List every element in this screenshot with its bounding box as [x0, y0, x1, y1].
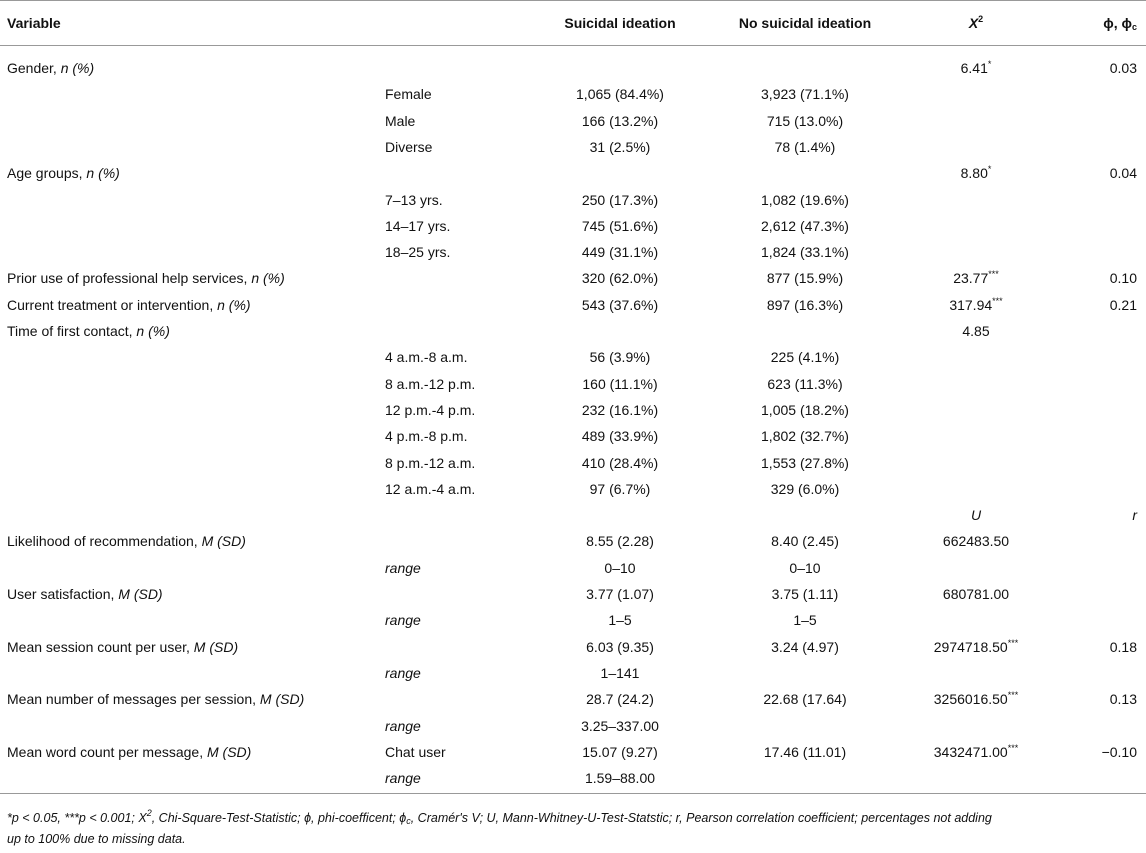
table-row	[0, 397, 1146, 423]
effect-size-cell: 0.13	[1109, 691, 1137, 708]
no-suicidal-ideation-cell: 1,005 (18.2%)	[761, 401, 849, 418]
table-row	[0, 528, 1146, 554]
effect-size-cell	[1060, 371, 1144, 397]
suicidal-ideation-cell: 3.77 (1.07)	[586, 586, 654, 602]
test-statistic-cell	[906, 108, 1046, 134]
test-statistic-cell	[906, 134, 1046, 160]
header-row	[0, 10, 1146, 36]
no-suicidal-ideation-cell	[705, 765, 905, 791]
test-statistic-cell	[906, 239, 1046, 265]
no-suicidal-ideation-cell: 0–10	[789, 559, 821, 576]
effect-size-cell	[1060, 213, 1144, 239]
header-effect-size: ϕ, $\phi_c$	[1103, 15, 1137, 32]
table-row	[0, 213, 1146, 239]
effect-size-cell	[1060, 108, 1144, 134]
table-row	[0, 344, 1146, 370]
test-statistic-cell	[906, 660, 1046, 686]
test-statistic-cell	[906, 371, 1046, 397]
table-row	[0, 607, 1146, 633]
suicidal-ideation-cell: 543 (37.6%)	[581, 296, 659, 313]
variable-cell: Age groups, n (%)	[7, 165, 120, 182]
suicidal-ideation-cell: 15.07 (9.27)	[582, 743, 658, 760]
suicidal-ideation-cell: 489 (33.9%)	[581, 428, 659, 445]
effect-size-cell	[1060, 344, 1144, 370]
test-statistic-cell	[906, 607, 1046, 633]
subgroup-cell: 7–13 yrs.	[385, 191, 443, 208]
effect-size-cell: r	[1132, 507, 1137, 524]
table-row	[0, 371, 1146, 397]
subgroup-cell: Male	[385, 112, 416, 129]
test-statistic-cell	[906, 213, 1046, 239]
test-statistic-cell: 4.85	[962, 323, 990, 339]
suicidal-ideation-cell: 28.7 (24.2)	[586, 691, 654, 708]
subgroup-cell: range	[385, 559, 421, 576]
test-statistic-cell: 3256016.50***	[933, 690, 1019, 708]
effect-size-cell	[1060, 476, 1144, 502]
test-statistic-cell: 23.77***	[953, 269, 999, 287]
no-suicidal-ideation-cell: 3.75 (1.11)	[771, 586, 839, 602]
suicidal-ideation-cell: 160 (11.1%)	[582, 375, 658, 392]
suicidal-ideation-cell: 0–10	[604, 559, 636, 576]
table-row	[0, 476, 1146, 502]
no-suicidal-ideation-cell	[705, 318, 905, 344]
suicidal-ideation-cell: 97 (6.7%)	[589, 480, 651, 497]
suicidal-ideation-cell: 166 (13.2%)	[581, 112, 659, 129]
effect-size-cell: 0.03	[1109, 60, 1137, 76]
variable-cell: Gender, n (%)	[7, 60, 95, 76]
test-statistic-cell	[906, 476, 1046, 502]
suicidal-ideation-cell: 3.25–337.00	[581, 717, 659, 734]
subgroup-cell: 4 p.m.-8 p.m.	[385, 428, 468, 445]
suicidal-ideation-cell: 1–5	[608, 612, 632, 629]
variable-cell: Prior use of professional help services, n (%)	[7, 270, 285, 287]
suicidal-ideation-cell: 449 (31.1%)	[581, 244, 659, 261]
table-row	[0, 686, 1146, 712]
effect-size-cell	[1060, 318, 1144, 344]
table-row	[0, 660, 1146, 686]
table-row	[0, 108, 1146, 134]
variable-cell: Mean word count per message, M (SD)	[7, 743, 252, 760]
header-suicidal-ideation: Suicidal ideation	[564, 15, 676, 31]
header-no-suicidal-ideation: No suicidal ideation	[738, 15, 872, 31]
test-statistic-cell	[906, 555, 1046, 581]
test-statistic-cell	[906, 765, 1046, 791]
header-variable: Variable	[7, 15, 61, 31]
effect-size-cell: 0.18	[1109, 638, 1137, 655]
suicidal-ideation-cell: 745 (51.6%)	[581, 217, 659, 234]
subgroup-cell: Female	[385, 86, 432, 103]
no-suicidal-ideation-cell: 329 (6.0%)	[770, 480, 840, 497]
table-row	[0, 160, 1146, 186]
no-suicidal-ideation-cell: 1–5	[793, 612, 817, 629]
subgroup-cell: range	[385, 770, 421, 787]
table-row	[0, 81, 1146, 107]
table-row	[0, 634, 1146, 660]
effect-size-cell: −0.10	[1101, 743, 1137, 760]
subgroup-cell: range	[385, 612, 421, 629]
test-statistic-cell: 2974718.50***	[933, 637, 1019, 655]
suicidal-ideation-cell	[530, 160, 710, 186]
test-statistic-cell	[906, 423, 1046, 449]
subgroup-cell: 12 a.m.-4 a.m.	[385, 480, 476, 497]
table-row	[0, 502, 1146, 528]
effect-size-cell	[1060, 607, 1144, 633]
no-suicidal-ideation-cell	[705, 502, 905, 528]
variable-cell: Mean number of messages per session, M (SD)	[7, 691, 305, 708]
subgroup-cell: 14–17 yrs.	[385, 217, 451, 234]
variable-cell: User satisfaction, M (SD)	[7, 586, 163, 602]
subgroup-cell: 12 p.m.-4 p.m.	[385, 401, 476, 418]
subgroup-cell: range	[385, 717, 421, 734]
no-suicidal-ideation-cell	[705, 55, 905, 81]
no-suicidal-ideation-cell: 2,612 (47.3%)	[761, 217, 849, 234]
table-row	[0, 292, 1146, 318]
top-rule	[0, 0, 1146, 1]
suicidal-ideation-cell: 1,065 (84.4%)	[576, 86, 664, 103]
test-statistic-cell	[906, 397, 1046, 423]
no-suicidal-ideation-cell	[705, 160, 905, 186]
test-statistic-cell	[906, 450, 1046, 476]
table-row	[0, 423, 1146, 449]
suicidal-ideation-cell	[530, 502, 710, 528]
no-suicidal-ideation-cell	[705, 713, 905, 739]
variable-cell: Mean session count per user, M (SD)	[7, 638, 239, 655]
test-statistic-cell: 662483.50	[942, 533, 1010, 550]
no-suicidal-ideation-cell: 225 (4.1%)	[770, 349, 840, 366]
effect-size-cell: 0.10	[1109, 270, 1137, 287]
effect-size-cell	[1060, 660, 1144, 686]
table-row	[0, 55, 1146, 81]
effect-size-cell	[1060, 187, 1144, 213]
suicidal-ideation-cell: 1.59–88.00	[584, 770, 656, 787]
effect-size-cell	[1060, 134, 1144, 160]
no-suicidal-ideation-cell: 1,553 (27.8%)	[761, 454, 849, 471]
subgroup-cell: Diverse	[385, 138, 433, 155]
variable-cell: Current treatment or intervention, n (%)	[7, 296, 251, 313]
no-suicidal-ideation-cell: 877 (15.9%)	[766, 270, 844, 287]
no-suicidal-ideation-cell: 1,824 (33.1%)	[761, 244, 849, 261]
suicidal-ideation-cell: 1–141	[600, 664, 640, 681]
table-row	[0, 265, 1146, 291]
suicidal-ideation-cell	[530, 318, 710, 344]
no-suicidal-ideation-cell: 897 (16.3%)	[766, 296, 844, 313]
suicidal-ideation-cell	[530, 55, 710, 81]
test-statistic-cell: 680781.00	[942, 586, 1010, 602]
table-row	[0, 450, 1146, 476]
no-suicidal-ideation-cell: 3,923 (71.1%)	[761, 86, 849, 103]
table-row	[0, 239, 1146, 265]
suicidal-ideation-cell: 56 (3.9%)	[589, 349, 651, 366]
table-row	[0, 739, 1146, 765]
effect-size-cell	[1060, 528, 1144, 554]
test-statistic-cell: U	[970, 507, 982, 524]
test-statistic-cell: 3432471.00***	[933, 742, 1019, 760]
effect-size-cell	[1060, 713, 1144, 739]
subgroup-cell: range	[385, 664, 421, 681]
table-footnote: *p < 0.05, ***p < 0.001; $X^2$, Chi-Square-Test-Statistic; ϕ, phi-coefficent; $\phi_c$, Cramér's V; U, Mann-Whitney-U-Test-Statstic; r, Pearson correlation coefficient; percentages not adding up to 100% due to missing data.	[7, 808, 992, 846]
test-statistic-cell: 8.80*	[960, 164, 992, 182]
no-suicidal-ideation-cell	[705, 660, 905, 686]
effect-size-cell	[1060, 765, 1144, 791]
variable-cell: Likelihood of recommendation, M (SD)	[7, 533, 246, 550]
no-suicidal-ideation-cell: 17.46 (11.01)	[763, 743, 847, 760]
no-suicidal-ideation-cell: 22.68 (17.64)	[763, 691, 847, 708]
suicidal-ideation-cell: 6.03 (9.35)	[586, 638, 654, 655]
effect-size-cell	[1060, 450, 1144, 476]
effect-size-cell: 0.21	[1109, 296, 1137, 313]
test-statistic-cell: 6.41*	[960, 59, 992, 76]
table-row	[0, 581, 1146, 607]
subgroup-cell: Chat user	[385, 743, 446, 760]
bottom-rule	[0, 793, 1146, 794]
test-statistic-cell	[906, 713, 1046, 739]
effect-size-cell	[1060, 555, 1144, 581]
suicidal-ideation-cell: 250 (17.3%)	[581, 191, 659, 208]
no-suicidal-ideation-cell: 1,802 (32.7%)	[761, 428, 849, 445]
subgroup-cell: 18–25 yrs.	[385, 244, 451, 261]
table-row	[0, 713, 1146, 739]
test-statistic-cell	[906, 81, 1046, 107]
effect-size-cell: 0.04	[1109, 165, 1137, 182]
suicidal-ideation-cell: 410 (28.4%)	[581, 454, 659, 471]
subgroup-cell: 8 a.m.-12 p.m.	[385, 375, 476, 392]
no-suicidal-ideation-cell: 78 (1.4%)	[774, 138, 836, 155]
no-suicidal-ideation-cell: 715 (13.0%)	[766, 112, 844, 129]
test-statistic-cell: 317.94***	[949, 295, 1003, 313]
no-suicidal-ideation-cell: 623 (11.3%)	[767, 375, 843, 392]
header-chi-square: $X^2$	[968, 14, 984, 31]
no-suicidal-ideation-cell: 3.24 (4.97)	[771, 638, 839, 655]
test-statistic-cell	[906, 187, 1046, 213]
no-suicidal-ideation-cell: 8.40 (2.45)	[771, 533, 839, 550]
table-row	[0, 318, 1146, 344]
effect-size-cell	[1060, 81, 1144, 107]
table-row	[0, 187, 1146, 213]
suicidal-ideation-cell: 31 (2.5%)	[589, 138, 651, 155]
effect-size-cell	[1060, 239, 1144, 265]
suicidal-ideation-cell: 8.55 (2.28)	[586, 533, 654, 550]
table-row	[0, 555, 1146, 581]
test-statistic-cell	[906, 344, 1046, 370]
no-suicidal-ideation-cell: 1,082 (19.6%)	[761, 191, 849, 208]
header-rule	[0, 45, 1146, 46]
suicidal-ideation-cell: 320 (62.0%)	[581, 270, 659, 287]
variable-cell: Time of first contact, n (%)	[7, 323, 170, 339]
subgroup-cell: 4 a.m.-8 a.m.	[385, 349, 468, 366]
suicidal-ideation-cell: 232 (16.1%)	[581, 401, 659, 418]
effect-size-cell	[1060, 423, 1144, 449]
effect-size-cell	[1060, 581, 1144, 607]
effect-size-cell	[1060, 397, 1144, 423]
table-row	[0, 134, 1146, 160]
subgroup-cell: 8 p.m.-12 a.m.	[385, 454, 476, 471]
table-row	[0, 765, 1146, 791]
